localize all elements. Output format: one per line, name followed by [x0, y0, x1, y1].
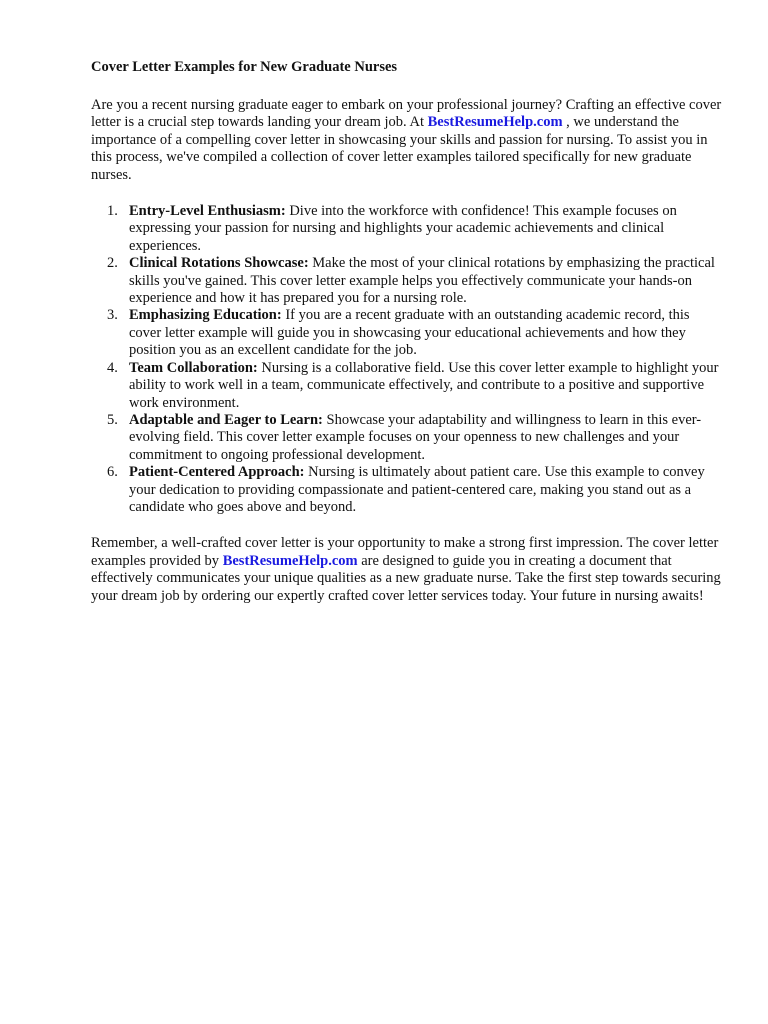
list-item-number: 3.: [107, 307, 118, 324]
list-item-number: 6.: [107, 464, 118, 481]
list-item-term: Clinical Rotations Showcase:: [129, 255, 309, 272]
list-item-text: Showcase your adaptability and willingness to learn in this ever-evolving field. This cover letter example focuses on your openness to new challenges and your commitment to ongoing professional development.: [129, 411, 702, 463]
list-item-text: Make the most of your clinical rotations by emphasizing the practical skills you've gained. This cover letter example helps you effectively communicate your hands-on experience and how it has prepared you for a nursing role.: [129, 255, 715, 307]
list-item-number: 1.: [107, 203, 118, 220]
list-item-number: 2.: [107, 255, 118, 272]
list-item-number: 4.: [107, 359, 118, 376]
list-item-text: Dive into the workforce with confidence! This example focuses on expressing your passion for nursing and highlights your academic achievements and clinical experiences.: [129, 203, 677, 254]
closing-paragraph: [91, 535, 723, 605]
intro-paragraph: [91, 97, 723, 184]
examples-list: [91, 203, 723, 516]
list-item-adaptable: [91, 412, 723, 464]
list-item-text: Nursing is ultimately about patient care. Use this example to convey your dedication to providing compassionate and patient-centered care, making you stand out as a candidate who goes above and beyond.: [129, 464, 705, 515]
list-item-text: Nursing is a collaborative field. Use this cover letter example to highlight your ability to work well in a team, communicate effectively, and contribute to a positive and supportive work environment.: [129, 359, 719, 411]
list-item-patient-centered: [91, 464, 723, 516]
list-item-term: Patient-Centered Approach:: [129, 464, 305, 481]
list-item-education: [91, 307, 723, 359]
closing-link[interactable]: BestResumeHelp.com: [222, 552, 358, 569]
closing-text-after: are designed to guide you in creating a document that effectively communicates your unique qualities as a new graduate nurse. Take the first step towards securing your dream job by ordering our expertly crafted cover letter services today. Your future in nursing awaits!: [91, 552, 721, 604]
closing-text-before: Remember, a well-crafted cover letter is your opportunity to make a strong first impression. The cover letter examples provided by: [91, 535, 719, 569]
intro-text-before: Are you a recent nursing graduate eager to embark on your professional journey? Crafting an effective cover letter is a crucial step towards landing your dream job. At: [91, 97, 722, 131]
document-title: Cover Letter Examples for New Graduate Nurses: [91, 59, 398, 75]
list-item-clinical-rotations: [91, 255, 723, 307]
list-item-term: Team Collaboration:: [129, 359, 258, 376]
document-content: [91, 58, 723, 605]
intro-text-after: , we understand the importance of a compelling cover letter in showcasing your skills and passion for nursing. To assist you in this process, we've compiled a collection of cover letter examples tailored specifically for new graduate nurses.: [91, 114, 708, 183]
intro-link[interactable]: BestResumeHelp.com: [427, 114, 563, 131]
list-item-text: If you are a recent graduate with an outstanding academic record, this cover letter example will guide you in showcasing your educational achievements and how they position you as an excellent candidate for the job.: [129, 307, 690, 359]
list-item-number: 5.: [107, 411, 118, 428]
list-item-team-collaboration: [91, 360, 723, 412]
list-item-term: Emphasizing Education:: [129, 307, 282, 324]
list-item-term: Adaptable and Eager to Learn:: [129, 411, 323, 428]
list-item-term: Entry-Level Enthusiasm:: [129, 203, 286, 220]
list-item-entry-level: [91, 203, 723, 255]
